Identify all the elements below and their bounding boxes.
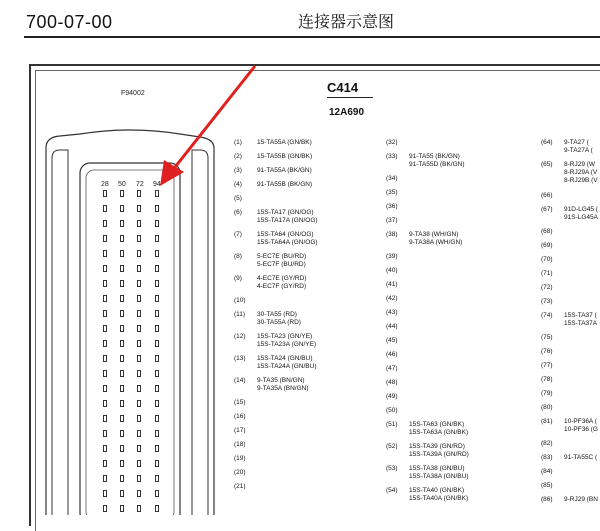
pin-cavity — [103, 385, 107, 392]
pin-cavity — [137, 220, 141, 227]
pin-number: (1) — [234, 139, 242, 146]
pin-wire-list — [564, 312, 597, 328]
pin-number: (73) — [541, 298, 553, 305]
pin-cavity — [137, 415, 141, 422]
pin-wire-label: 15S-TA64 (GN/OG) — [257, 231, 314, 238]
pin-cavity — [103, 325, 107, 332]
pin-cavity — [155, 445, 159, 452]
pin-wire-list — [257, 253, 306, 269]
pin-wire-label: 15-TA55A (GN/BK) — [257, 139, 312, 146]
pin-number: (48) — [386, 379, 398, 386]
pin-cavity — [103, 505, 107, 512]
pin-wire-list — [409, 487, 468, 503]
pin-cavity — [155, 265, 159, 272]
pin-cavity — [155, 295, 159, 302]
page-title: 连接器示意图 — [298, 12, 395, 31]
pin-number: (80) — [541, 404, 553, 411]
pin-number: (72) — [541, 284, 553, 291]
pin-wire-label: 15S-TA64A (GN/OG) — [257, 239, 318, 246]
pin-wire-list — [257, 377, 309, 393]
pin-cavity — [137, 280, 141, 287]
pin-cavity — [137, 445, 141, 452]
pin-cavity — [137, 265, 141, 272]
pin-number: (53) — [386, 465, 398, 472]
pin-wire-label: 9-TA38A (WH/GN) — [409, 239, 463, 246]
pin-column-label: 72 — [136, 181, 144, 188]
pin-wire-label: 91S-LG45A — [564, 214, 598, 221]
pin-cavity — [137, 400, 141, 407]
pin-number: (51) — [386, 421, 398, 428]
pin-wire-label: 15S-TA39A (GN/RD) — [409, 451, 469, 458]
pin-cavity — [103, 250, 107, 257]
pin-number: (79) — [541, 390, 553, 397]
pin-wire-label: 9-TA27A ( — [564, 147, 593, 154]
pin-number: (75) — [541, 334, 553, 341]
pin-number: (74) — [541, 312, 553, 319]
pin-cavity — [120, 400, 124, 407]
pin-cavity — [137, 205, 141, 212]
pin-number: (12) — [234, 333, 246, 340]
pin-wire-label: 9-TA38 (WH/GN) — [409, 231, 459, 238]
pin-number: (47) — [386, 365, 398, 372]
pin-number: (85) — [541, 482, 553, 489]
pin-number: (19) — [234, 455, 246, 462]
pin-number: (71) — [541, 270, 553, 277]
pin-cavity — [120, 325, 124, 332]
connector-body-outline — [46, 130, 214, 515]
pin-wire-label: 91-TA55B (BK/GN) — [257, 181, 313, 188]
pin-cavity — [155, 475, 159, 482]
pin-number: (81) — [541, 418, 553, 425]
pin-number: (84) — [541, 468, 553, 475]
pin-cavity — [103, 415, 107, 422]
pin-number: (86) — [541, 496, 553, 503]
pin-wire-label: 10-PF36 (G — [564, 426, 598, 433]
pin-number: (67) — [541, 206, 553, 213]
pin-wire-label: 4-EC7E (GY/RD) — [257, 275, 307, 282]
pin-number: (39) — [386, 253, 398, 260]
pin-wire-list — [564, 161, 598, 185]
connector-right-rib — [192, 150, 208, 515]
pin-cavity — [103, 280, 107, 287]
pin-number: (10) — [234, 297, 246, 304]
pin-cavity-outline — [80, 163, 180, 515]
pin-cavity — [155, 415, 159, 422]
pin-number: (68) — [541, 228, 553, 235]
pin-wire-label: 15S-TA63 (GN/BK) — [409, 421, 465, 428]
pin-cavity — [137, 340, 141, 347]
pin-cavity — [137, 250, 141, 257]
pin-number: (64) — [541, 139, 553, 146]
pin-wire-label: 15S-TA38A (GN/BU) — [409, 473, 469, 480]
pin-wire-label: 9-TA35 (BN/GN) — [257, 377, 305, 384]
pin-cavity — [120, 370, 124, 377]
pin-number: (76) — [541, 348, 553, 355]
pin-wire-label: 15S-TA24 (GN/BU) — [257, 355, 313, 362]
pin-wire-label: 15S-TA17 (GN/OG) — [257, 209, 314, 216]
pin-cavity — [103, 445, 107, 452]
pin-cavity — [137, 430, 141, 437]
pin-cavity — [120, 340, 124, 347]
pin-wire-list — [409, 443, 469, 459]
pin-wire-label: 5-EC7F (BU/RD) — [257, 261, 306, 268]
pin-cavity — [120, 415, 124, 422]
pin-wire-label: 15-TA55B (GN/BK) — [257, 153, 313, 160]
pin-number: (6) — [234, 209, 242, 216]
pin-wire-label: 15S-TA38 (GN/BU) — [409, 465, 465, 472]
pin-wire-list — [409, 231, 462, 247]
pin-cavity — [120, 250, 124, 257]
pin-cavity — [120, 385, 124, 392]
pin-wire-list — [257, 231, 318, 247]
pin-number: (17) — [234, 427, 246, 434]
pin-wire-label: 4-EC7F (GY/RD) — [257, 283, 307, 290]
pin-wire-label: 5-EC7E (BU/RD) — [257, 253, 307, 260]
pin-wire-list — [257, 311, 301, 327]
pin-wire-label: 91-TA55A (BK/GN) — [257, 167, 312, 174]
pin-cavity — [120, 505, 124, 512]
pin-wire-list — [409, 465, 468, 481]
pin-number: (3) — [234, 167, 242, 174]
pin-wire-label: 15S-TA40 (GN/BK) — [409, 487, 465, 494]
pin-wire-label: 15S-TA23 (GN/YE) — [257, 333, 313, 340]
pin-cavity — [155, 340, 159, 347]
pin-wire-label: 15S-TA63A (GN/BK) — [409, 429, 469, 436]
pin-wire-list — [257, 181, 312, 189]
pin-wire-list — [564, 206, 598, 222]
pin-wire-label: 8-RJ29A (V — [564, 169, 598, 176]
pin-number: (52) — [386, 443, 398, 450]
pin-wire-label: 15S-TA23A (GN/YE) — [257, 341, 317, 348]
pin-cavity — [120, 295, 124, 302]
pin-number: (43) — [386, 309, 398, 316]
pin-cavity — [120, 220, 124, 227]
pin-cavity — [155, 370, 159, 377]
pin-wire-list — [257, 333, 316, 349]
pin-cavity — [155, 250, 159, 257]
pin-cavity — [103, 205, 107, 212]
pin-number: (49) — [386, 393, 398, 400]
pin-cavity — [137, 235, 141, 242]
pin-cavity — [103, 370, 107, 377]
pin-cavity — [120, 310, 124, 317]
pin-number: (70) — [541, 256, 553, 263]
pin-wire-label: 8-RJ29B (V — [564, 177, 598, 184]
pin-cavity — [137, 475, 141, 482]
pin-cavity — [120, 235, 124, 242]
pin-number: (2) — [234, 153, 242, 160]
pin-cavity — [103, 475, 107, 482]
pin-cavity — [137, 325, 141, 332]
pin-wire-label: 9-TA27 ( — [564, 139, 589, 146]
pin-cavity — [155, 205, 159, 212]
pin-number: (54) — [386, 487, 398, 494]
pin-number: (11) — [234, 311, 246, 318]
pin-column-label: 94 — [153, 181, 161, 188]
pin-wire-label: 30-TA55 (RD) — [257, 311, 297, 318]
pin-number: (34) — [386, 175, 398, 182]
pin-wire-label: 15S-TA39 (GN/RD) — [409, 443, 465, 450]
pin-cavity — [137, 310, 141, 317]
pin-number: (16) — [234, 413, 246, 420]
pin-number: (42) — [386, 295, 398, 302]
pin-wire-label: 9-RJ29 (BN — [564, 496, 598, 503]
pin-cavity — [155, 400, 159, 407]
pin-cavity — [120, 445, 124, 452]
pin-cavity — [137, 460, 141, 467]
pin-wire-list — [564, 418, 598, 434]
pin-cavity — [155, 235, 159, 242]
pin-wire-list — [564, 139, 593, 155]
pin-number: (4) — [234, 181, 242, 188]
pin-cavity — [155, 430, 159, 437]
pin-wire-label: 10-PF36A ( — [564, 418, 597, 425]
pin-wire-list — [564, 496, 598, 504]
pin-number: (13) — [234, 355, 246, 362]
pin-number: (33) — [386, 153, 398, 160]
pin-cavity — [103, 235, 107, 242]
pin-cavity — [155, 190, 159, 197]
pin-number: (14) — [234, 377, 246, 384]
pin-cavity — [137, 505, 141, 512]
pin-wire-label: 8-RJ29 (W — [564, 161, 596, 168]
pin-wire-list — [257, 209, 318, 225]
pin-number: (83) — [541, 454, 553, 461]
pin-cavity — [120, 490, 124, 497]
pin-number: (44) — [386, 323, 398, 330]
pin-cavity — [137, 385, 141, 392]
pin-number: (21) — [234, 483, 246, 490]
pin-number: (37) — [386, 217, 398, 224]
pin-number: (46) — [386, 351, 398, 358]
pin-cavity — [155, 310, 159, 317]
pin-number: (78) — [541, 376, 553, 383]
pin-wire-list — [564, 454, 597, 462]
pin-cavity — [103, 310, 107, 317]
pin-cavity — [155, 505, 159, 512]
pin-cavity — [103, 190, 107, 197]
pin-wire-label: 91-TA55 (BK/GN) — [409, 153, 460, 160]
connector-left-rib — [52, 150, 68, 515]
pin-number: (8) — [234, 253, 242, 260]
part-number: F94002 — [121, 90, 145, 97]
pin-wire-list — [257, 275, 306, 291]
pin-cavity — [137, 355, 141, 362]
pin-wire-label: 30-TA55A (RD) — [257, 319, 301, 326]
pin-cavity — [120, 460, 124, 467]
pin-cavity — [120, 205, 124, 212]
pin-wire-label: 91-TA55C ( — [564, 454, 598, 461]
pin-wire-list — [257, 153, 312, 161]
pin-number: (18) — [234, 441, 246, 448]
pin-cavity — [155, 490, 159, 497]
pin-number: (15) — [234, 399, 246, 406]
pin-cavity — [120, 355, 124, 362]
pin-cavity — [137, 190, 141, 197]
pin-wire-label: 15S-TA17A (GN/OG) — [257, 217, 318, 224]
pin-cavity — [103, 295, 107, 302]
pin-number: (35) — [386, 189, 398, 196]
pin-cavity — [120, 280, 124, 287]
pin-cavity — [103, 430, 107, 437]
connector-reference: 12A690 — [329, 107, 365, 118]
pin-wire-label: 15S-TA40A (GN/BK) — [409, 495, 469, 502]
pin-number: (36) — [386, 203, 398, 210]
pin-column-label: 50 — [118, 181, 126, 188]
pin-wire-label: 91D-LG45 ( — [564, 206, 598, 213]
pin-cavity — [120, 265, 124, 272]
pin-cavity — [155, 355, 159, 362]
pin-wire-label: 15S-TA37A — [564, 320, 598, 327]
pin-column-label: 28 — [101, 181, 109, 188]
pin-number: (7) — [234, 231, 242, 238]
pin-cavity — [103, 220, 107, 227]
pin-wire-list — [257, 139, 312, 147]
pin-wire-list — [257, 355, 316, 371]
pin-cavity — [103, 355, 107, 362]
pin-number: (82) — [541, 440, 553, 447]
pin-number: (40) — [386, 267, 398, 274]
connector-name: C414 — [327, 80, 359, 95]
pin-cavity — [155, 460, 159, 467]
pin-wire-list — [257, 167, 312, 175]
pin-cavity — [120, 430, 124, 437]
pin-cavity — [155, 220, 159, 227]
pin-number: (5) — [234, 195, 242, 202]
pin-number: (32) — [386, 139, 398, 146]
pin-number: (77) — [541, 362, 553, 369]
pin-number: (38) — [386, 231, 398, 238]
pin-wire-list — [409, 421, 468, 437]
pin-cavity — [137, 370, 141, 377]
pin-cavity — [103, 265, 107, 272]
pin-number: (69) — [541, 242, 553, 249]
pin-number: (50) — [386, 407, 398, 414]
pin-wire-label: 9-TA35A (BN/GN) — [257, 385, 309, 392]
pin-cavity — [155, 325, 159, 332]
pin-number: (66) — [541, 192, 553, 199]
pin-wire-list — [409, 153, 465, 169]
pin-cavity — [103, 400, 107, 407]
pin-cavity — [155, 385, 159, 392]
pin-cavity — [137, 295, 141, 302]
pin-wire-label: 15S-TA37 ( — [564, 312, 597, 319]
pin-cavity — [155, 280, 159, 287]
pin-cavity-inner — [86, 170, 174, 515]
pin-wire-label: 15S-TA24A (GN/BU) — [257, 363, 317, 370]
pin-cavity — [103, 340, 107, 347]
pin-cavity — [103, 460, 107, 467]
pin-cavity — [103, 490, 107, 497]
pin-number: (45) — [386, 337, 398, 344]
pin-cavity — [120, 475, 124, 482]
pin-number: (9) — [234, 275, 242, 282]
pin-cavity — [137, 490, 141, 497]
pin-cavity — [120, 190, 124, 197]
document-code: 700-07-00 — [26, 12, 113, 32]
pin-number: (41) — [386, 281, 398, 288]
pin-wire-label: 91-TA55D (BK/GN) — [409, 161, 465, 168]
pin-number: (20) — [234, 469, 246, 476]
pin-number: (65) — [541, 161, 553, 168]
